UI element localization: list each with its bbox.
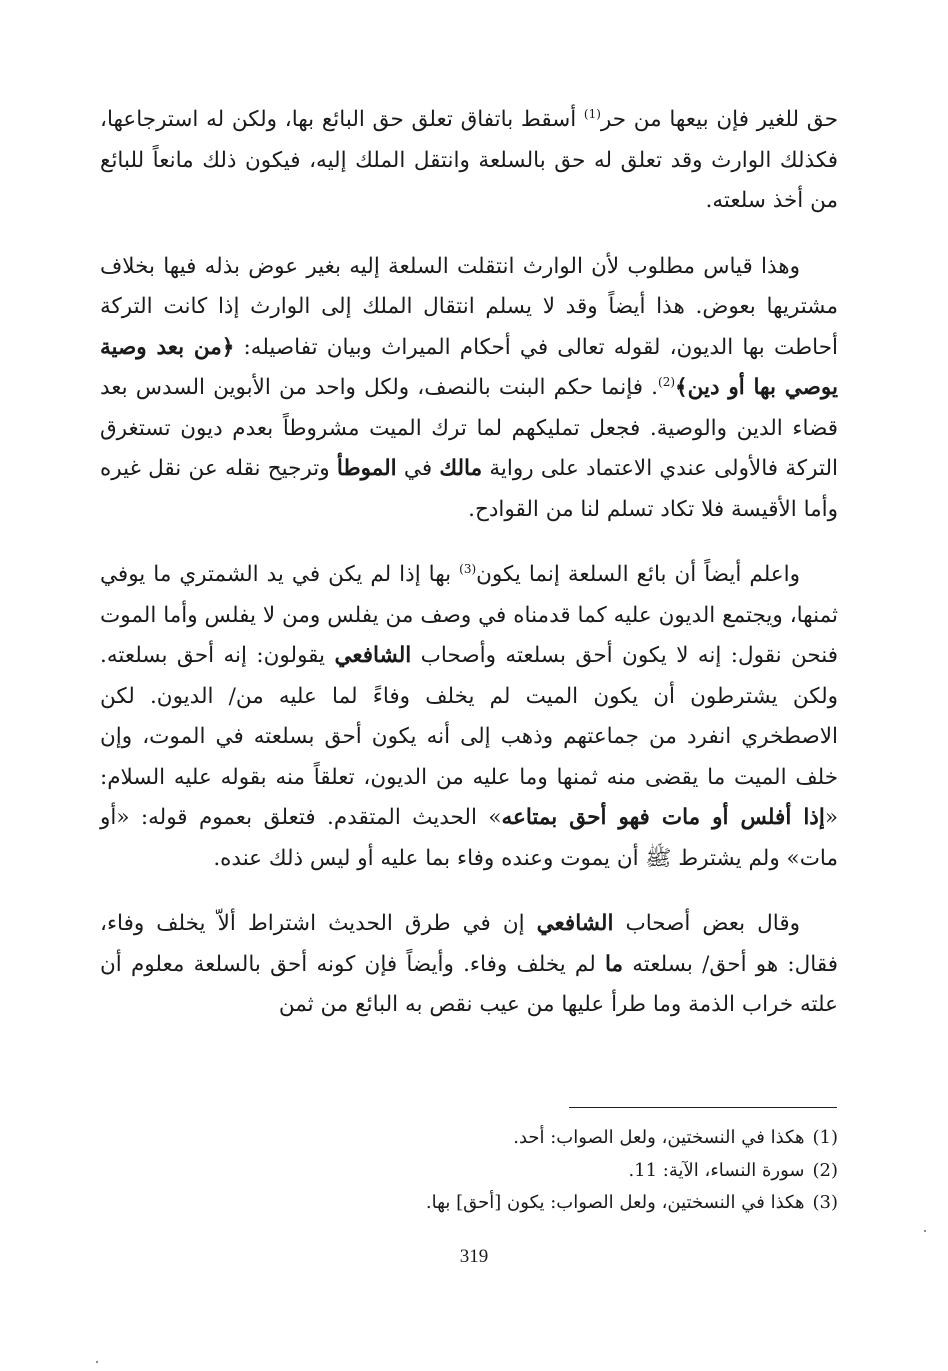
text-run: . فإنما حكم البنت بالنصف، ولكل واحد من الأبوين السدس بعد قضاء الدين والوصية. فجعل تمليكهم لما ترك الميت مشروطاً بعدم ديون تستغرق التركة فالأولى عندي الاعتماد على رواية bbox=[100, 375, 838, 481]
paragraph bbox=[100, 555, 838, 879]
text-run: وقال بعض أصحاب bbox=[613, 911, 800, 936]
paragraph bbox=[100, 100, 838, 222]
text-run: أسقط باتفاق تعلق حق البائع بها، ولكن له استرجاعها، فكذلك الوارث وقد تعلق له حق بالسلعة وانتقل الملك إليه، فيكون ذلك مانعاً للبائع من أخذ سلعته. bbox=[100, 107, 838, 213]
bold-text: مالك bbox=[439, 456, 483, 481]
footnote-marker: (3) bbox=[459, 561, 477, 576]
bold-text: ﴿من بعد وصية يوصي بها أو دين﴾ bbox=[100, 334, 838, 400]
footnote-2 bbox=[300, 1155, 838, 1188]
footnote-text: هكذا في النسختين، ولعل الصواب: يكون [أحق] بها. bbox=[425, 1192, 805, 1213]
text-run: حق للغير فإن بيعها من حر bbox=[600, 107, 838, 132]
footnote-3 bbox=[300, 1187, 838, 1220]
paragraph bbox=[100, 904, 838, 1026]
text-run: لم يخلف وفاء. وأيضاً فإن كونه أحق بالسلعة معلوم أن علته خراب الذمة وما طرأ عليها من عيب نقص به البائع من ثمن bbox=[100, 951, 838, 1017]
text-run: يقولون: إنه أحق بسلعته. ولكن يشترطون أن يكون الميت لم يخلف وفاءً لما عليه من/ الديون. لكن الاصطخري انفرد من جماعتهم وذهب إلى أنه يكون أحق بسلعته في الموت، وإن خلف الميت ما يقضى منه ثمنها وما عليه من الديون، تعلقاً منه بقوله عليه السلام: « bbox=[100, 643, 838, 830]
text-run: وترجيح نقله عن نقل غيره وأما الأقيسة فلا تكاد تسلم لنا من القوادح. bbox=[100, 456, 838, 522]
text-run: وهذا قياس مطلوب لأن الوارث انتقلت السلعة إليه بغير عوض بذله فيها بخلاف مشتريها بعوض. هذا أيضاً وقد لا يسلم انتقال الملك إلى الوارث إذا كانت التركة أحاطت بها الديون، لقوله تعالى في أحكام الميراث وبيان تفاصيله: bbox=[100, 253, 838, 360]
bold-text: الشافعي bbox=[334, 643, 412, 668]
footnote-text: سورة النساء، الآية: 11. bbox=[628, 1159, 805, 1181]
footnote-1 bbox=[300, 1122, 838, 1155]
body-text bbox=[100, 100, 838, 1051]
footnote-number: (3) bbox=[812, 1192, 838, 1213]
footnote-marker: (1) bbox=[583, 106, 601, 121]
page-number: 319 bbox=[459, 1246, 489, 1267]
footnote-text: هكذا في النسختين، ولعل الصواب: أحد. bbox=[513, 1127, 805, 1148]
text-run: » الحديث المتقدم. فتعلق بعموم قوله: «أو مات» ولم يشترط ﷺ أن يموت وعنده وفاء بما عليه أو ليس ذلك عنده. bbox=[100, 805, 838, 871]
bold-text: إذا أفلس أو مات فهو أحق بمتاعه bbox=[501, 805, 825, 830]
footnote-marker: (2) bbox=[658, 374, 676, 389]
text-run: واعلم أيضاً أن بائع السلعة إنما يكون bbox=[476, 562, 800, 587]
footnote-number: (2) bbox=[812, 1159, 838, 1181]
bold-text: الموطأ bbox=[336, 456, 397, 481]
bold-text: ما bbox=[604, 951, 624, 977]
bold-text: الشافعي bbox=[536, 911, 614, 936]
text-run: إن في طرق الحديث اشتراط ألاّ يخلف وفاء، فقال: هو أحق/ بسلعته bbox=[100, 911, 838, 977]
scan-speck bbox=[924, 1230, 926, 1232]
text-run: في bbox=[396, 456, 440, 481]
paragraph bbox=[100, 247, 838, 531]
text-run: بها إذا لم يكن في يد الشمتري ما يوفي ثمنها، ويجتمع الديون عليه كما قدمناه في وصف من يفلس ومن لا يفلس وأما الموت فنحن نقول: إنه لا يكون أحق بسلعته وأصحاب bbox=[100, 562, 838, 668]
footnote-number: (1) bbox=[812, 1127, 838, 1148]
footnotes bbox=[300, 1122, 838, 1220]
footnote-separator bbox=[569, 1107, 837, 1108]
scan-speck bbox=[96, 1361, 98, 1363]
